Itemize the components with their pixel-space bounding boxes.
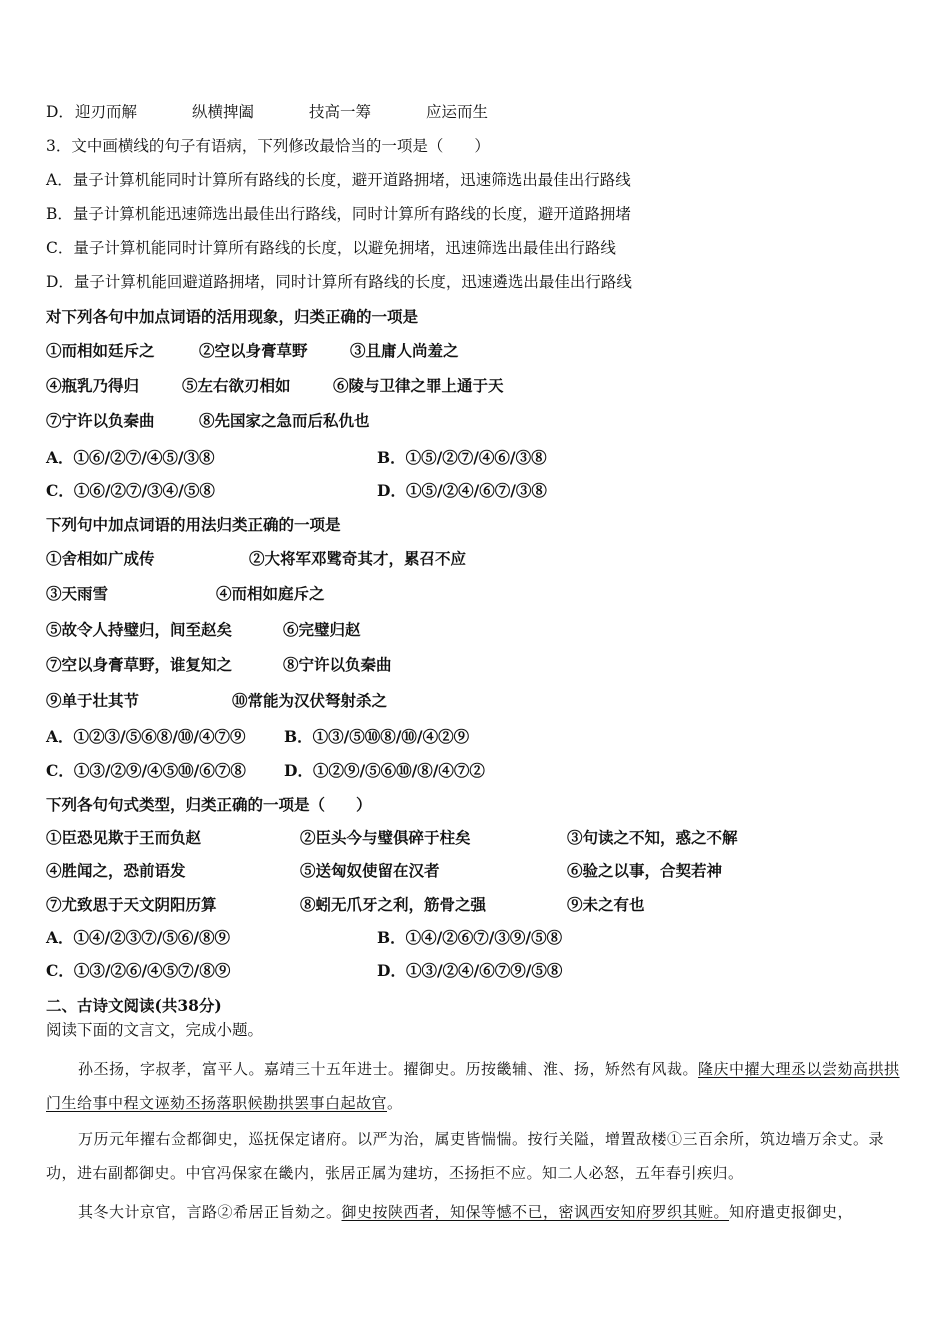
q6-option-a[interactable]: A．①④/②③⑦/⑤⑥/⑧⑨ <box>46 928 231 947</box>
q6-sentence: ④胜闻之，恐前语发 <box>46 861 186 880</box>
passage-text: 。 <box>387 1094 403 1112</box>
q5-option-a[interactable]: A．①②③/⑤⑥⑧/⑩/④⑦⑨ <box>46 727 246 746</box>
q5-sentence-row-3 <box>46 620 361 640</box>
q5-sentence: ③天雨雪 <box>46 584 109 603</box>
q2-option-d-word-3: 技高一筹 <box>309 103 372 121</box>
q6-sentence: ⑨未之有也 <box>567 895 645 914</box>
q5-sentence-row-1 <box>46 549 467 569</box>
q3-option-a[interactable]: A．量子计算机能同时计算所有路线的长度，避开道路拥堵，迅速筛选出最佳出行路线 <box>46 171 631 189</box>
q4-options-row-2 <box>46 481 547 501</box>
q6-sentence: ③句读之不知，惑之不解 <box>567 828 738 847</box>
q3-option-d[interactable]: D．量子计算机能回避道路拥堵，同时计算所有路线的长度，迅速遴选出最佳出行路线 <box>46 273 632 291</box>
passage-underlined-sentence-1: 隆庆中擢大理丞以尝劾高拱拱门生给事中程文诬劾丕扬落职候勘拱罢事白起故官 <box>46 1060 900 1112</box>
q3-option-b[interactable]: B．量子计算机能迅速筛选出最佳出行路线，同时计算所有路线的长度，避开道路拥堵 <box>46 205 631 223</box>
q5-option-d[interactable]: D．①②⑨/⑤⑥⑩/⑧/④⑦② <box>284 761 485 780</box>
q6-sentence-row-1 <box>46 828 738 848</box>
q5-sentence: ⑤故令人持璧归，间至赵矣 <box>46 620 233 639</box>
q5-sentence: ②大将军邓骘奇其才，累召不应 <box>249 549 467 568</box>
passage-text: 知府遣吏报御史， <box>729 1203 854 1221</box>
q4-sentence: ①而相如廷斥之 <box>46 341 155 360</box>
q4-sentence: ②空以身膏草野 <box>199 341 308 360</box>
q4-sentence-row-3 <box>46 411 370 431</box>
passage-underlined-sentence-2: 御史按陕西者，知保等憾不已，密讽西安知府罗织其赃。 <box>341 1203 730 1221</box>
q5-sentence: ④而相如庭斥之 <box>216 584 325 603</box>
passage-paragraph-2: 万历元年擢右佥都御史，巡抚保定诸府。以严为治，属吏皆惴惴。按行关隘，增置敌楼①三百余所，筑边墙万余丈。录功，进右副都御史。中官冯保家在畿内，张居正属为建坊，丕扬拒不应。知二人必怒，五年春引疾归。 <box>46 1130 885 1182</box>
q6-sentence-row-2 <box>46 861 723 881</box>
q5-option-b[interactable]: B．①③/⑤⑩⑧/⑩/④②⑨ <box>284 727 470 746</box>
q4-sentence-row-1 <box>46 341 459 361</box>
q4-option-a[interactable]: A．①⑥/②⑦/④⑤/③⑧ <box>46 448 215 467</box>
section-title: 二、古诗文阅读(共38分) <box>46 996 222 1015</box>
q4-option-d[interactable]: D．①⑤/②④/⑥⑦/③⑧ <box>377 481 547 500</box>
q6-sentence: ⑦尤致思于天文阴阳历算 <box>46 895 217 914</box>
q2-option-d[interactable] <box>46 102 489 122</box>
q2-option-d-label: D． <box>46 103 74 121</box>
q5-sentence: ⑥完璧归赵 <box>283 620 361 639</box>
q4-sentence: ⑤左右欲刃相如 <box>182 376 291 395</box>
q4-option-c[interactable]: C．①⑥/②⑦/③④/⑤⑧ <box>46 481 215 500</box>
q4-options-row-1 <box>46 448 547 468</box>
q6-sentence: ②臣头今与璧俱碎于柱矣 <box>300 828 471 847</box>
q3-option-c[interactable]: C．量子计算机能同时计算所有路线的长度，以避免拥堵，迅速筛选出最佳出行路线 <box>46 239 616 257</box>
q6-options-row-2 <box>46 961 563 981</box>
q6-option-c[interactable]: C．①③/②⑥/④⑤⑦/⑧⑨ <box>46 961 231 980</box>
q4-sentence: ③且庸人尚羞之 <box>350 341 459 360</box>
q2-option-d-word-4: 应运而生 <box>426 103 489 121</box>
passage-paragraph-3 <box>46 1195 906 1229</box>
q6-sentence-row-3 <box>46 895 645 915</box>
q5-stem: 下列句中加点词语的用法归类正确的一项是 <box>46 515 341 534</box>
q5-sentence-row-2 <box>46 584 325 604</box>
q6-stem: 下列各句句式类型，归类正确的一项是（ ） <box>46 795 372 814</box>
q5-sentence: ⑩常能为汉伏弩射杀之 <box>232 691 388 710</box>
q5-sentence-row-5 <box>46 691 388 711</box>
q6-sentence: ⑤送匈奴使留在汉者 <box>300 861 440 880</box>
q5-sentence: ①舍相如广成传 <box>46 549 155 568</box>
q6-sentence: ①臣恐见欺于王而负赵 <box>46 828 202 847</box>
q4-stem: 对下列各句中加点词语的活用现象，归类正确的一项是 <box>46 307 419 326</box>
passage-text: 孙丕扬，字叔孝，富平人。嘉靖三十五年进士。擢御史。历按畿辅、淮、扬，矫然有风裁。 <box>78 1060 699 1078</box>
q2-option-d-word-2: 纵横捭阖 <box>192 103 255 121</box>
q4-sentence: ⑧先国家之急而后私仇也 <box>199 411 370 430</box>
q5-sentence-row-4 <box>46 655 392 675</box>
q5-sentence: ⑧宁许以负秦曲 <box>283 655 392 674</box>
q6-option-d[interactable]: D．①③/②④/⑥⑦⑨/⑤⑧ <box>377 961 563 980</box>
q5-options-row-1 <box>46 727 470 747</box>
q6-option-b[interactable]: B．①④/②⑥⑦/③⑨/⑤⑧ <box>377 928 563 947</box>
q5-option-c[interactable]: C．①③/②⑨/④⑤⑩/⑥⑦⑧ <box>46 761 246 780</box>
passage-text: 其冬大计京官，言路②希居正旨劾之。 <box>78 1203 342 1221</box>
q6-sentence: ⑧蚓无爪牙之利，筋骨之强 <box>300 895 487 914</box>
q5-options-row-2 <box>46 761 485 781</box>
q5-sentence: ⑨单于壮其节 <box>46 691 140 710</box>
q6-sentence: ⑥验之以事，合契若神 <box>567 861 723 880</box>
q4-sentence: ④瓶乳乃得归 <box>46 376 140 395</box>
q4-sentence: ⑦宁许以负秦曲 <box>46 411 155 430</box>
q4-sentence: ⑥陵与卫律之罪上通于天 <box>333 376 504 395</box>
q3-stem: 3．文中画横线的句子有语病，下列修改最恰当的一项是（ ） <box>46 137 490 155</box>
q5-sentence: ⑦空以身膏草野，谁复知之 <box>46 655 233 674</box>
q4-option-b[interactable]: B．①⑤/②⑦/④⑥/③⑧ <box>377 448 547 467</box>
q4-sentence-row-2 <box>46 376 504 396</box>
q2-option-d-word-1: 迎刃而解 <box>75 103 138 121</box>
q6-options-row-1 <box>46 928 563 948</box>
passage-paragraph-1 <box>46 1052 906 1120</box>
section-intro: 阅读下面的文言文，完成小题。 <box>46 1021 264 1039</box>
